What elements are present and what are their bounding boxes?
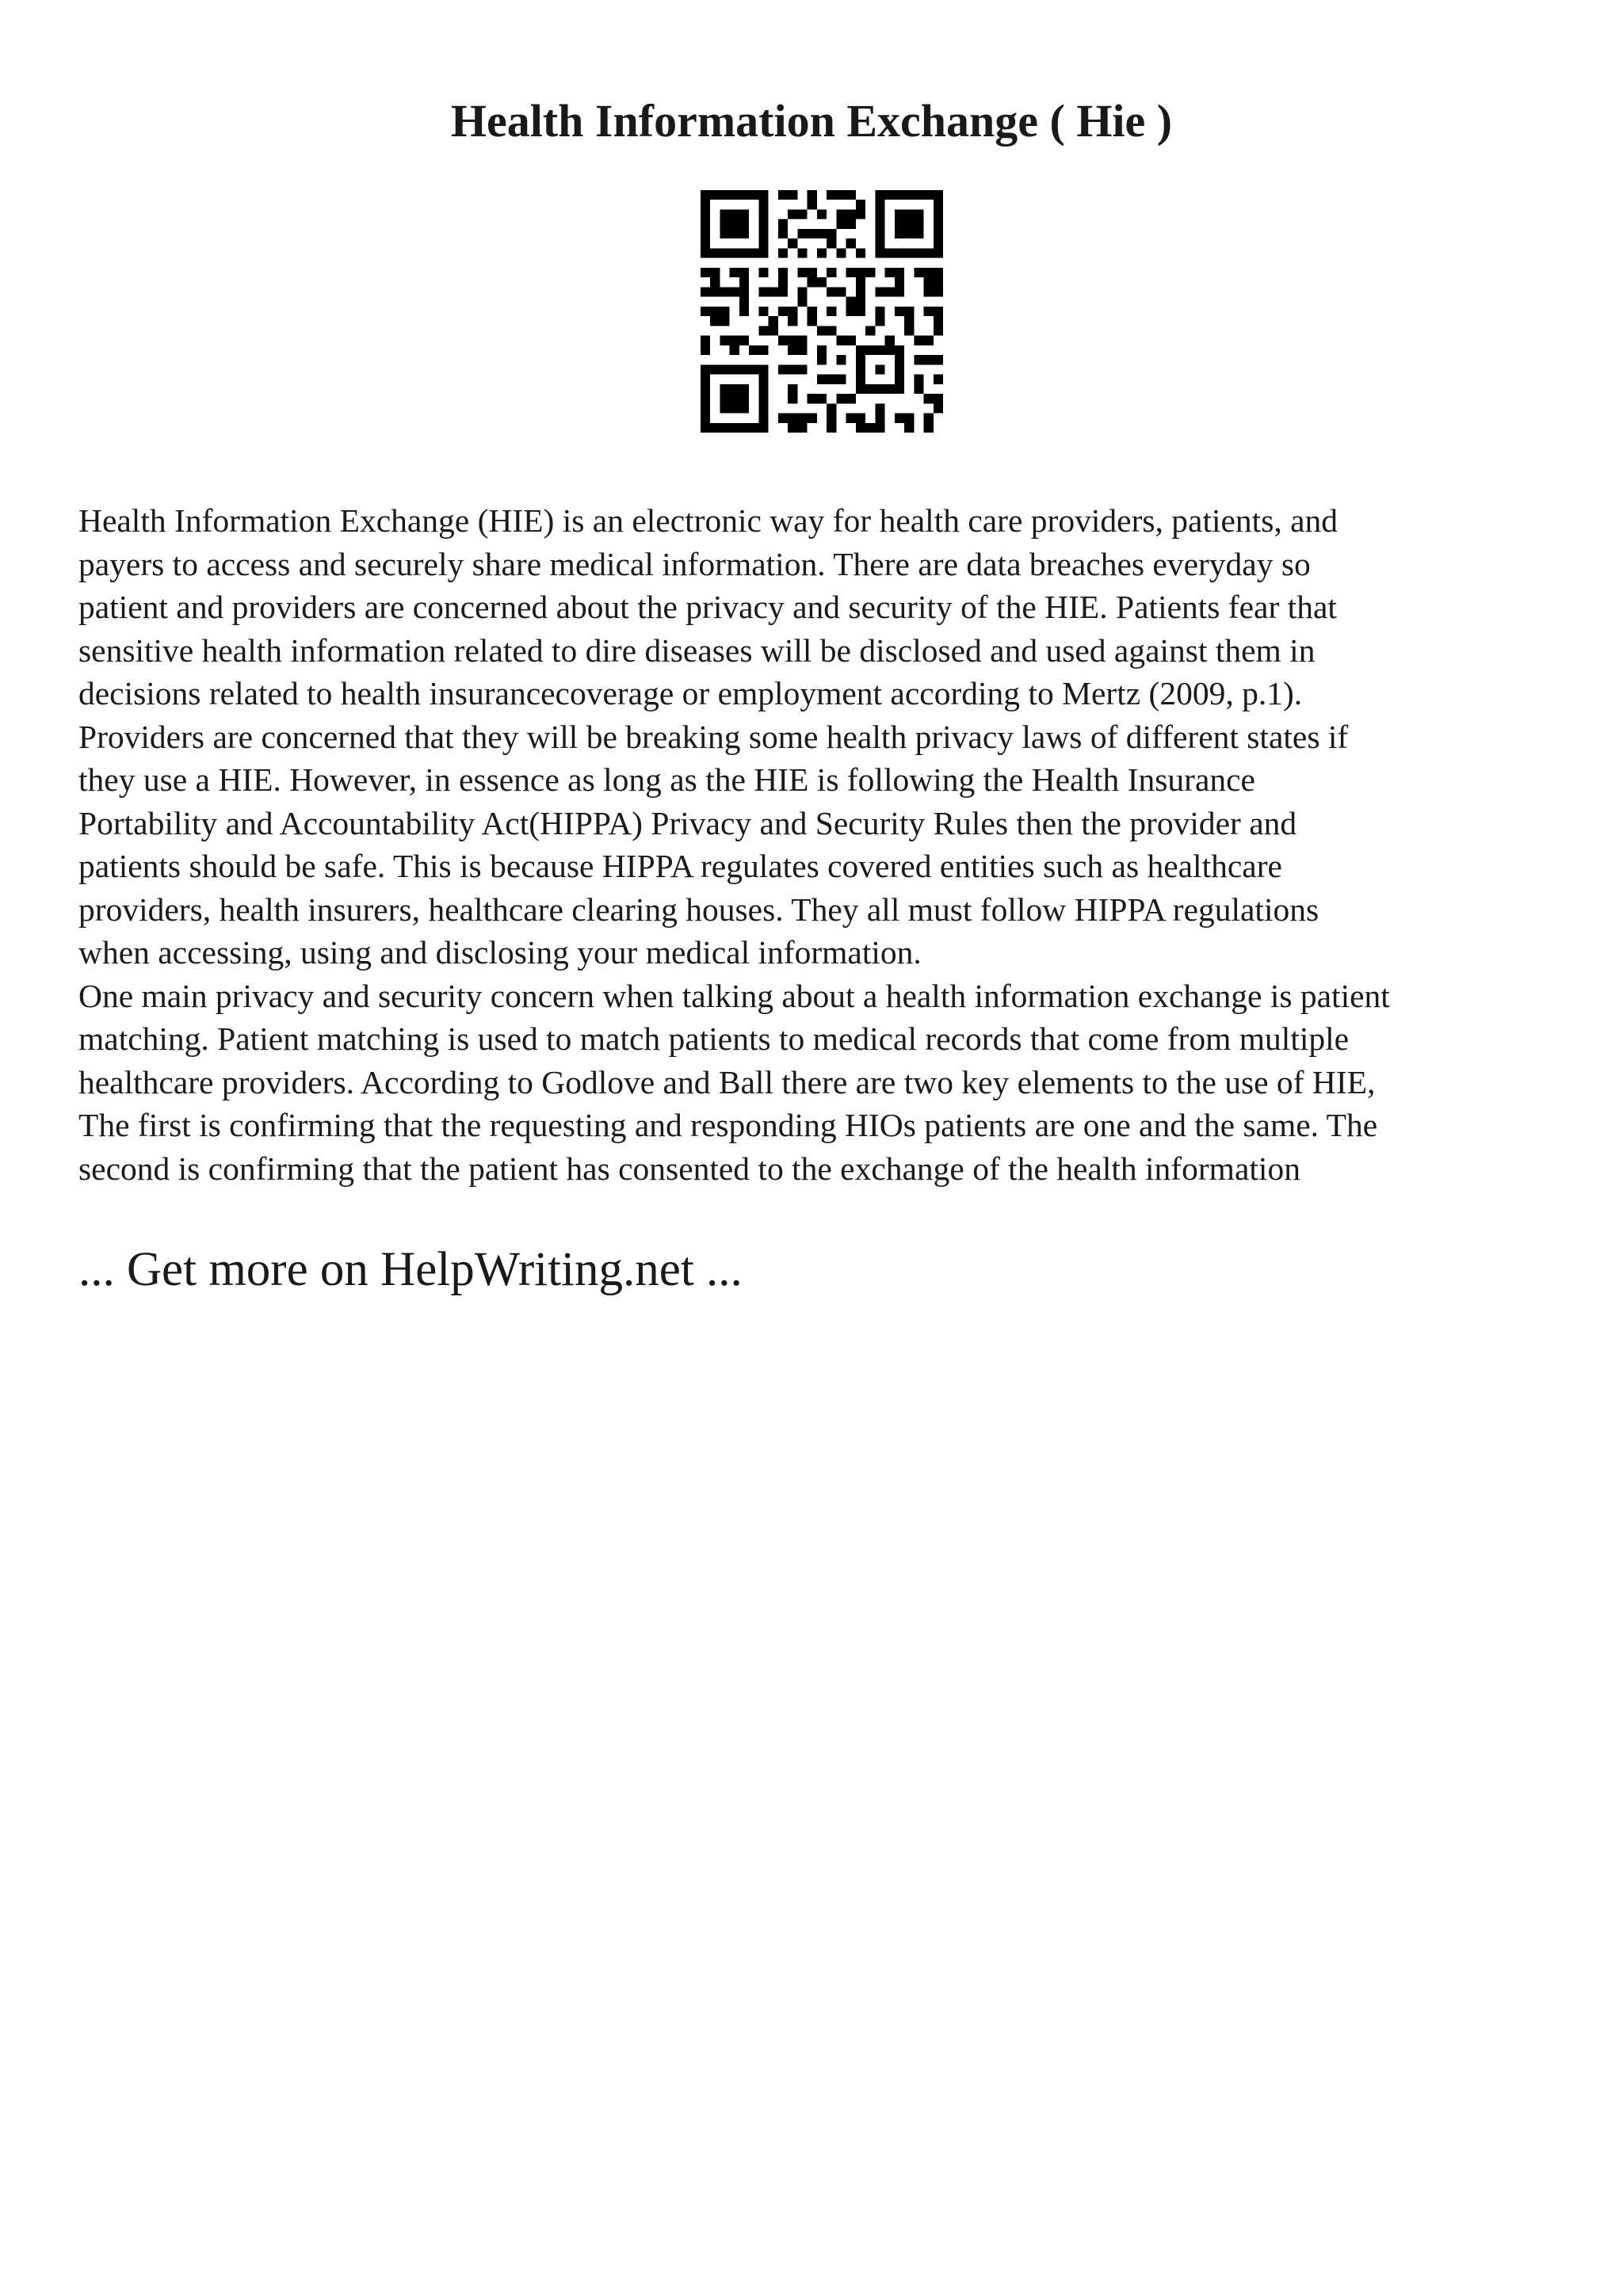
page-title: Health Information Exchange ( Hie ) xyxy=(450,95,1173,147)
text-line: providers, health insurers, healthcare clearing houses. They all must follow HIPPA regulations xyxy=(78,891,1319,928)
text-line: when accessing, using and disclosing your medical information. xyxy=(78,934,922,971)
text-line: One main privacy and security concern when talking about a health information exchange is patient xyxy=(78,977,1390,1014)
text-line: Providers are concerned that they will be breaking some health privacy laws of different states if xyxy=(78,718,1349,755)
text-line: Portability and Accountability Act(HIPPA) Privacy and Security Rules then the provider and xyxy=(78,804,1297,841)
text-line: The first is confirming that the requesting and responding HIOs patients are one and the same. The xyxy=(78,1107,1378,1143)
qr-code-icon[interactable] xyxy=(701,190,943,433)
get-more-link[interactable]: ... Get more on HelpWriting.net ... xyxy=(78,1243,743,1296)
text-line: decisions related to health insurancecoverage or employment according to Mertz (2009, p.1). xyxy=(78,675,1303,711)
text-line: sensitive health information related to dire diseases will be disclosed and used against them in xyxy=(78,631,1316,669)
qr-code-graphic xyxy=(701,190,943,433)
text-line: patient and providers are concerned about the privacy and security of the HIE. Patients fear that xyxy=(78,589,1337,625)
text-line: second is confirming that the patient has consented to the exchange of the health information xyxy=(78,1150,1300,1187)
text-line: payers to access and securely share medical information. There are data breaches everyday so xyxy=(78,545,1311,582)
text-line: healthcare providers. According to Godlove and Ball there are two key elements to the use of HIE, xyxy=(78,1063,1376,1100)
text-line: patients should be safe. This is because HIPPA regulates covered entities such as healthcare xyxy=(78,848,1282,884)
text-line: Health Information Exchange (HIE) is an electronic way for health care providers, patients, and xyxy=(78,502,1338,539)
text-line: matching. Patient matching is used to match patients to medical records that come from multiple xyxy=(78,1020,1350,1057)
essay-preview-text xyxy=(78,499,1568,1190)
text-line: they use a HIE. However, in essence as long as the HIE is following the Health Insurance xyxy=(78,761,1255,798)
